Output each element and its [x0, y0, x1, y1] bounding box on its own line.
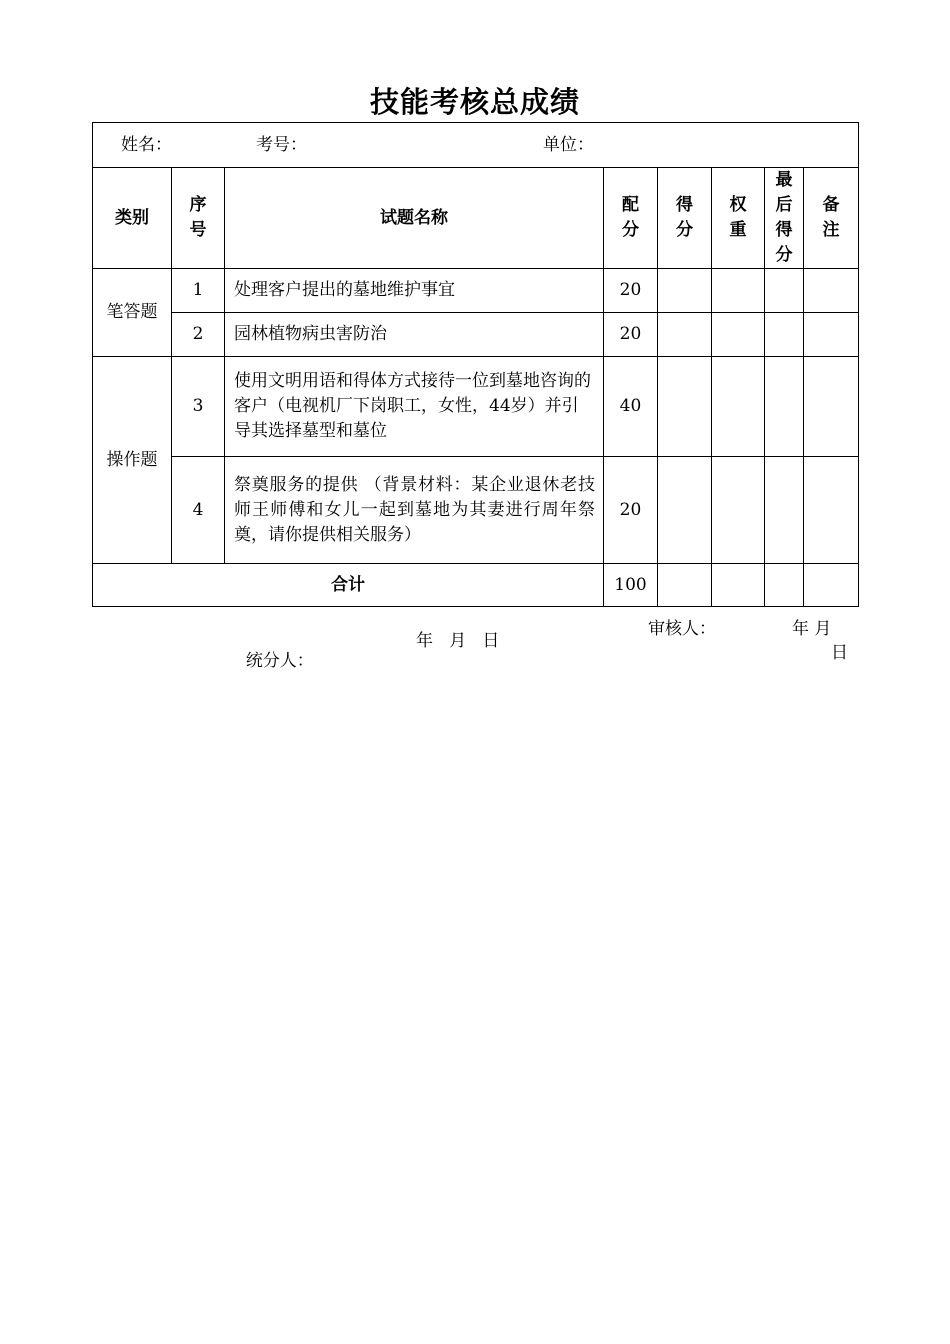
row-question: 祭奠服务的提供 （背景材料：某企业退休老技师王师傅和女儿一起到墓地为其妻进行周年祭奠，请你提供相关服务）: [225, 457, 604, 564]
total-score-cell[interactable]: [658, 564, 712, 607]
header-weight: 权重: [712, 168, 765, 269]
row-question: 使用文明用语和得体方式接待一位到墓地咨询的客户（电视机厂下岗职工，女性，44岁）并引导其选择墓型和墓位: [225, 357, 604, 457]
row-points: 20: [604, 457, 658, 564]
row-remark-cell[interactable]: [804, 269, 859, 313]
row-score-cell[interactable]: [658, 457, 712, 564]
header-question: 试题名称: [225, 168, 604, 269]
total-label: 合计: [93, 564, 604, 607]
category-practical: 操作题: [93, 357, 172, 564]
reviewer-label: 审核人：: [648, 619, 716, 639]
info-row: [93, 123, 859, 168]
table-row: [93, 357, 859, 457]
row-score-cell[interactable]: [658, 269, 712, 313]
row-weight-cell[interactable]: [712, 269, 765, 313]
total-points: 100: [604, 564, 658, 607]
row-seq: 4: [172, 457, 225, 564]
total-weight-cell[interactable]: [712, 564, 765, 607]
category-written: 笔答题: [93, 269, 172, 357]
page-title: 技能考核总成绩: [369, 85, 580, 119]
row-weight-cell[interactable]: [712, 357, 765, 457]
reviewer-signature: [648, 614, 848, 663]
row-question: 园林植物病虫害防治: [225, 313, 604, 357]
scorer-date: 年 月 日: [416, 631, 500, 651]
header-final-score: 最后得分: [765, 168, 804, 269]
row-final-cell[interactable]: [765, 269, 804, 313]
row-seq: 1: [172, 269, 225, 313]
header-score: 得分: [658, 168, 712, 269]
row-points: 20: [604, 313, 658, 357]
exam-number-label: 考号：: [256, 135, 307, 155]
total-remark-cell[interactable]: [804, 564, 859, 607]
table-row: [93, 313, 859, 357]
total-final-cell[interactable]: [765, 564, 804, 607]
info-cell: [93, 123, 859, 168]
table-row: [93, 457, 859, 564]
scorer-signature: [235, 626, 500, 691]
row-remark-cell[interactable]: [804, 313, 859, 357]
scorer-label: 统分人：: [245, 651, 314, 671]
row-seq: 3: [172, 357, 225, 457]
unit-label: 单位：: [543, 135, 594, 155]
row-points: 40: [604, 357, 658, 457]
row-weight-cell[interactable]: [712, 313, 765, 357]
row-seq: 2: [172, 313, 225, 357]
name-label: 姓名：: [121, 135, 172, 155]
row-final-cell[interactable]: [765, 357, 804, 457]
row-final-cell[interactable]: [765, 457, 804, 564]
header-points: 配分: [604, 168, 658, 269]
row-remark-cell[interactable]: [804, 357, 859, 457]
row-final-cell[interactable]: [765, 313, 804, 357]
header-row: [93, 168, 859, 269]
header-category: 类别: [93, 168, 172, 269]
row-question: 处理客户提出的墓地维护事宜: [225, 269, 604, 313]
reviewer-date-year-month: 年 月: [792, 619, 832, 639]
header-remark: 备注: [804, 168, 859, 269]
row-weight-cell[interactable]: [712, 457, 765, 564]
row-remark-cell[interactable]: [804, 457, 859, 564]
total-row: [93, 564, 859, 607]
header-seq: 序号: [172, 168, 225, 269]
table-row: [93, 269, 859, 313]
row-score-cell[interactable]: [658, 357, 712, 457]
score-table: [92, 122, 859, 607]
row-points: 20: [604, 269, 658, 313]
row-score-cell[interactable]: [658, 313, 712, 357]
reviewer-date-day: 日: [831, 643, 848, 663]
